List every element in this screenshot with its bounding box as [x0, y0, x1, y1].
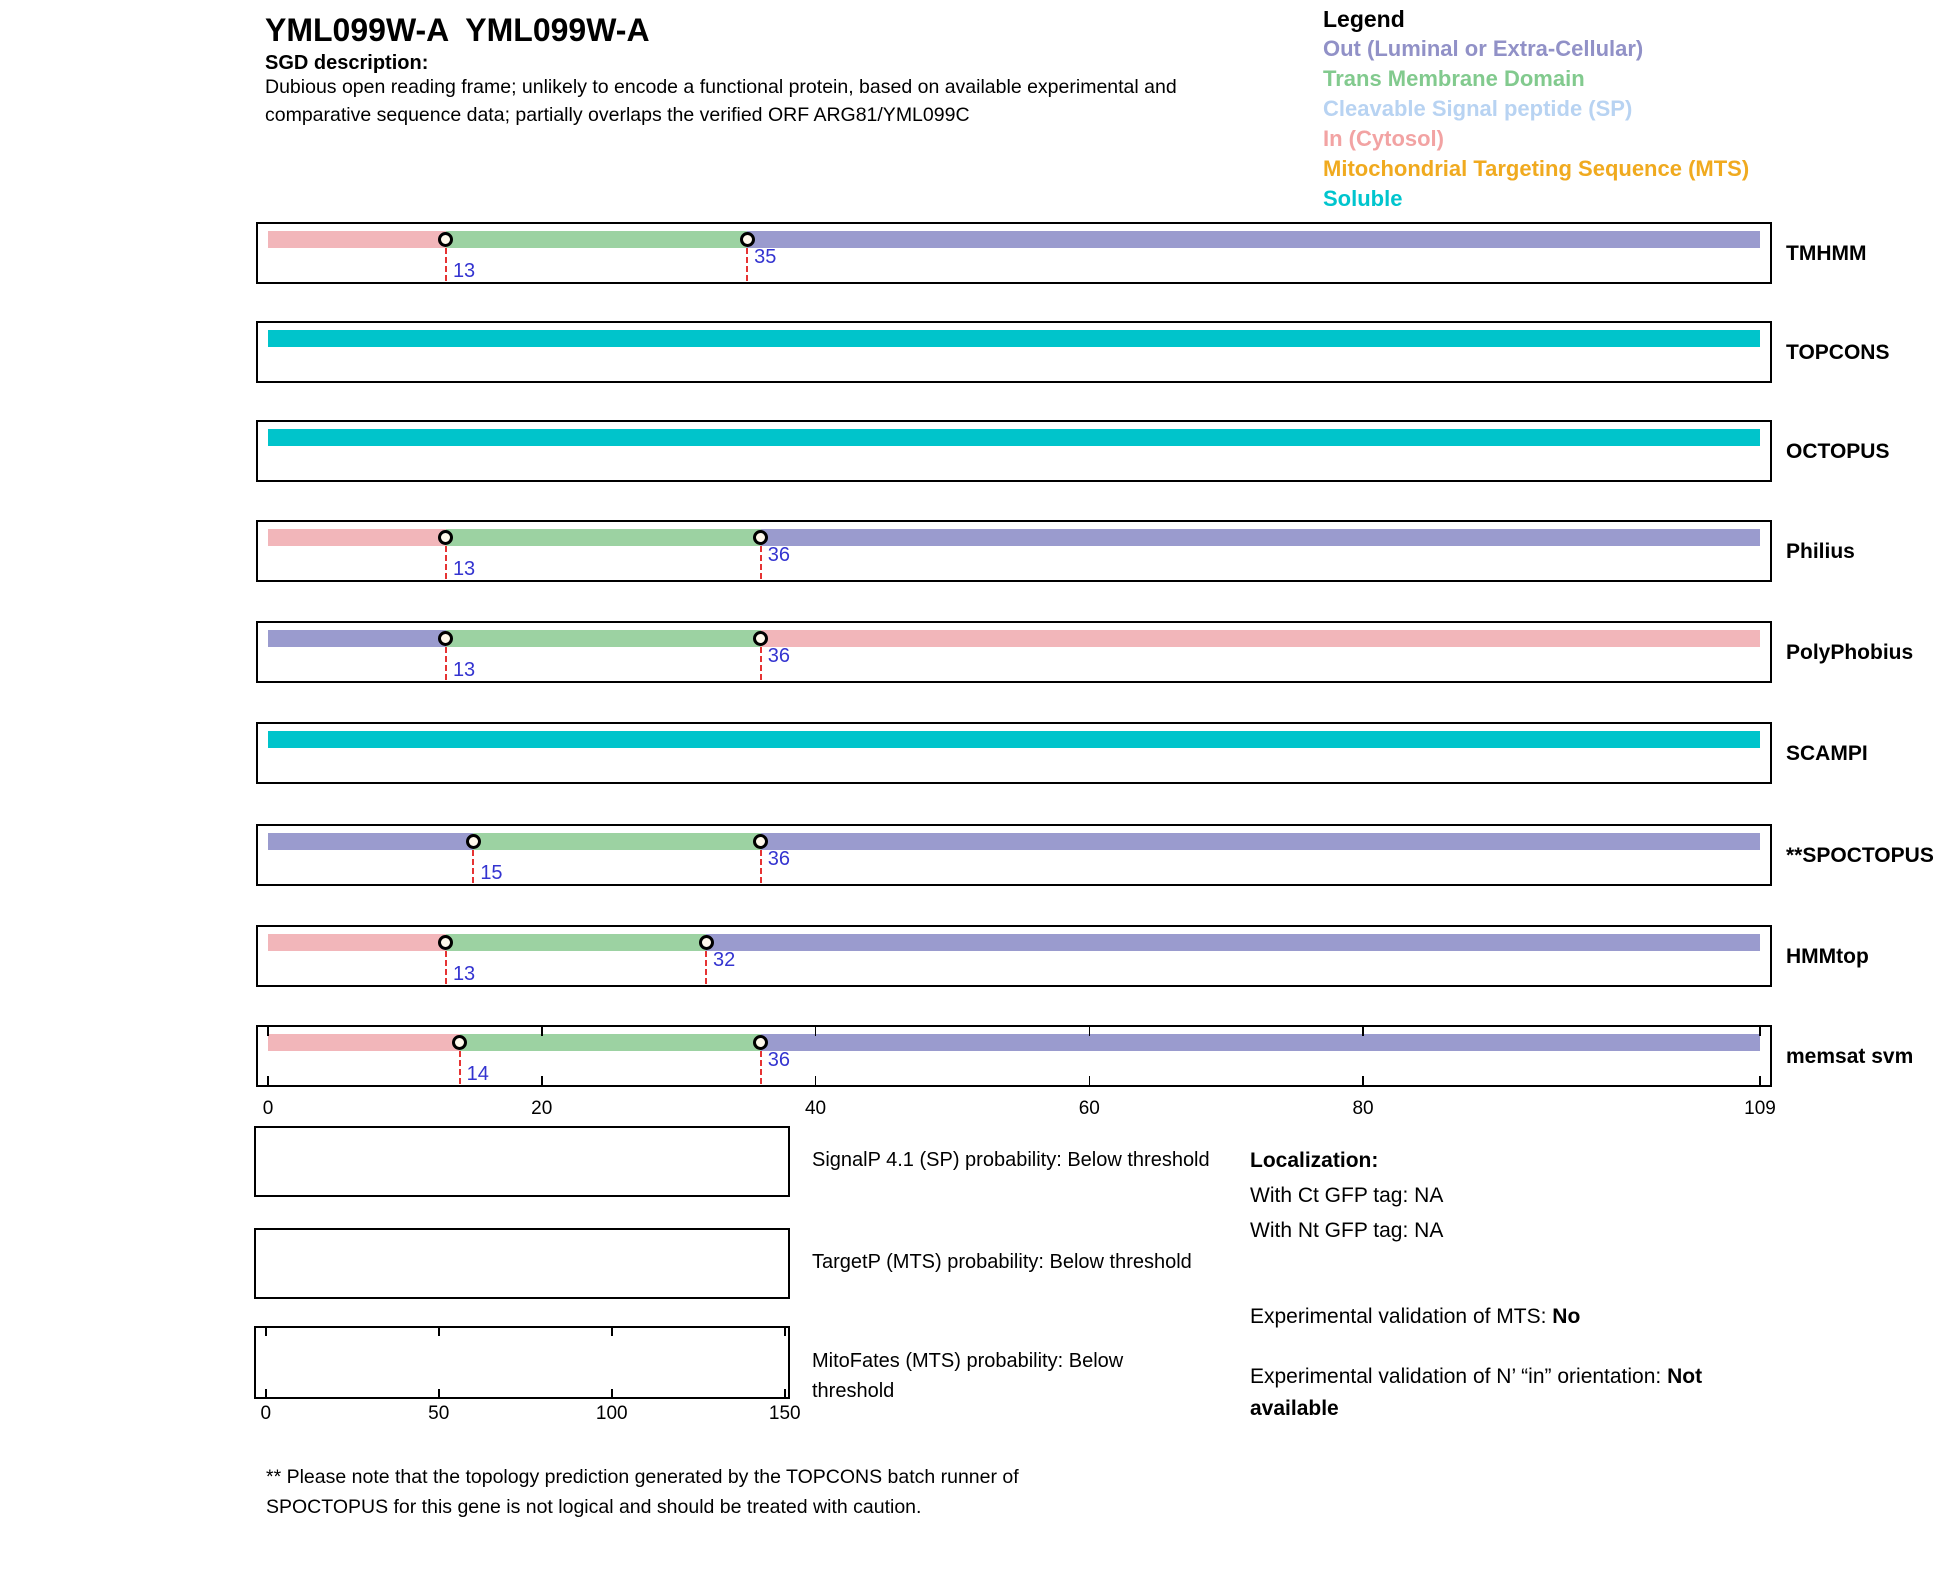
sgd-description-line: comparative sequence data; partially overlaps the verified ORF ARG81/YML099C	[265, 104, 970, 126]
track-segment-soluble	[268, 429, 1760, 446]
track-bar	[268, 529, 1760, 546]
transition-line	[760, 647, 762, 680]
axis-tick	[611, 1328, 613, 1336]
track-box	[256, 722, 1772, 784]
track-label: TOPCONS	[1786, 341, 1890, 364]
localization-title: Localization:	[1250, 1149, 1379, 1172]
track-segment-in	[761, 630, 1760, 647]
track-box	[256, 520, 1772, 582]
transition-value: 36	[767, 645, 791, 667]
axis-tick-label: 60	[1078, 1098, 1100, 1119]
axis-tick	[1089, 1027, 1091, 1036]
axis-tick	[784, 1389, 786, 1397]
track-segment-tm	[473, 833, 760, 850]
axis-tick	[815, 1027, 817, 1036]
transition-line	[705, 951, 707, 984]
track-segment-out	[747, 231, 1760, 248]
track-box	[256, 420, 1772, 482]
track-bar	[268, 330, 1760, 347]
transition-line	[472, 850, 474, 883]
axis-tick	[267, 1027, 269, 1036]
track-segment-in	[268, 1034, 460, 1051]
track-box	[256, 222, 1772, 284]
page-title: YML099W-A YML099W-A	[265, 12, 650, 48]
axis-tick-label: 109	[1744, 1098, 1776, 1119]
probability-caption: threshold	[812, 1380, 895, 1402]
transition-line	[445, 248, 447, 281]
track-segment-in	[268, 231, 446, 248]
probability-caption: SignalP 4.1 (SP) probability: Below threshold	[812, 1149, 1210, 1171]
track-segment-soluble	[268, 330, 1760, 347]
legend-item: Trans Membrane Domain	[1323, 66, 1585, 91]
transition-value: 36	[767, 848, 791, 870]
axis-tick	[265, 1389, 267, 1397]
orientation-validation-value-line2: available	[1250, 1397, 1339, 1420]
track-segment-in	[268, 529, 446, 546]
legend-item: Mitochondrial Targeting Sequence (MTS)	[1323, 156, 1750, 181]
transition-marker-icon	[466, 834, 481, 849]
transition-value: 35	[754, 246, 777, 268]
axis-tick-label: 0	[260, 1403, 272, 1424]
track-bar	[268, 630, 1760, 647]
transition-marker-icon	[740, 232, 755, 247]
track-bar	[268, 231, 1760, 248]
track-bar	[268, 429, 1760, 446]
axis-tick	[1362, 1027, 1364, 1036]
footnote-line: SPOCTOPUS for this gene is not logical and should be treated with caution.	[266, 1496, 922, 1518]
track-label: SCAMPI	[1786, 742, 1868, 765]
legend	[1323, 4, 1923, 214]
sgd-description-line: Dubious open reading frame; unlikely to encode a functional protein, based on available experimental and	[265, 76, 1177, 98]
transition-value: 13	[452, 260, 476, 282]
orientation-validation-line	[1250, 1365, 1702, 1389]
transition-value: 13	[452, 659, 476, 681]
track-segment-out	[706, 934, 1760, 951]
axis-tick	[438, 1328, 440, 1336]
localization-nt-gfp: With Nt GFP tag: NA	[1250, 1219, 1444, 1242]
axis-tick	[784, 1328, 786, 1336]
transition-line	[760, 546, 762, 579]
transition-value: 13	[452, 963, 476, 985]
legend-item: Cleavable Signal peptide (SP)	[1323, 96, 1633, 121]
axis-tick-label: 0	[262, 1098, 274, 1119]
transition-marker-icon	[699, 935, 714, 950]
footnote-line: ** Please note that the topology prediction generated by the TOPCONS batch runner of	[266, 1466, 1019, 1488]
axis-tick	[1089, 1076, 1091, 1085]
track-bar	[268, 1034, 1760, 1051]
transition-line	[760, 1051, 762, 1084]
legend-item: Soluble	[1323, 186, 1403, 211]
axis-tick	[267, 1076, 269, 1085]
mts-validation-label: Experimental validation of MTS:	[1250, 1305, 1553, 1328]
track-bar	[268, 731, 1760, 748]
transition-line	[445, 951, 447, 984]
orientation-validation-value: Not	[1667, 1365, 1703, 1388]
localization-ct-gfp: With Ct GFP tag: NA	[1250, 1184, 1444, 1207]
track-segment-out	[761, 1034, 1760, 1051]
legend-item: In (Cytosol)	[1323, 126, 1444, 151]
transition-line	[445, 647, 447, 680]
transition-line	[459, 1051, 461, 1084]
axis-tick	[438, 1389, 440, 1397]
transition-value: 36	[767, 544, 791, 566]
track-box	[256, 1025, 1772, 1087]
probability-plot-box	[254, 1228, 790, 1299]
axis-tick-label: 20	[531, 1098, 553, 1119]
legend-item: Out (Luminal or Extra-Cellular)	[1323, 36, 1644, 61]
track-label: memsat svm	[1786, 1045, 1914, 1068]
track-segment-out	[761, 833, 1760, 850]
axis-tick	[541, 1076, 543, 1085]
axis-tick	[1759, 1076, 1761, 1085]
track-label: Philius	[1786, 540, 1855, 563]
track-segment-tm	[446, 529, 761, 546]
axis-tick-label: 40	[804, 1098, 827, 1119]
track-segment-in	[268, 934, 446, 951]
track-segment-tm	[446, 630, 761, 647]
mts-validation-value: No	[1552, 1305, 1581, 1328]
axis-tick	[1759, 1027, 1761, 1036]
probability-caption: MitoFates (MTS) probability: Below	[812, 1350, 1124, 1372]
orientation-validation-label: Experimental validation of N’ “in” orientation:	[1250, 1365, 1668, 1388]
transition-line	[760, 850, 762, 883]
transition-value: 14	[466, 1063, 489, 1085]
transition-line	[746, 248, 748, 281]
axis-tick	[815, 1076, 817, 1085]
axis-tick-label: 150	[768, 1403, 801, 1424]
track-bar	[268, 833, 1760, 850]
track-box	[256, 824, 1772, 886]
sgd-description-label: SGD description:	[265, 52, 429, 74]
mts-validation-line	[1250, 1305, 1580, 1329]
track-segment-tm	[446, 231, 747, 248]
transition-value: 32	[713, 949, 736, 971]
transition-line	[445, 546, 447, 579]
track-box	[256, 925, 1772, 987]
track-label: PolyPhobius	[1786, 641, 1914, 664]
track-segment-out	[268, 630, 446, 647]
track-box	[256, 621, 1772, 683]
track-segment-out	[761, 529, 1760, 546]
track-label: OCTOPUS	[1786, 440, 1890, 463]
track-label: **SPOCTOPUS	[1786, 844, 1934, 867]
track-segment-tm	[460, 1034, 761, 1051]
axis-tick-label: 80	[1352, 1098, 1374, 1119]
track-bar	[268, 934, 1760, 951]
axis-tick	[541, 1027, 543, 1036]
track-label: TMHMM	[1786, 242, 1867, 265]
probability-plot-box	[254, 1126, 790, 1197]
track-label: HMMtop	[1786, 945, 1869, 968]
transition-value: 15	[480, 862, 503, 884]
axis-tick-label: 100	[595, 1403, 628, 1424]
axis-tick	[265, 1328, 267, 1336]
track-box	[256, 321, 1772, 383]
track-segment-out	[268, 833, 473, 850]
track-segment-soluble	[268, 731, 1760, 748]
legend-title: Legend	[1323, 6, 1405, 32]
axis-tick-label: 50	[428, 1403, 450, 1424]
transition-value: 36	[767, 1049, 791, 1071]
axis-tick	[1362, 1076, 1364, 1085]
probability-plot-box	[254, 1326, 790, 1399]
probability-caption: TargetP (MTS) probability: Below threshold	[812, 1251, 1192, 1273]
transition-value: 13	[452, 558, 476, 580]
track-segment-tm	[446, 934, 706, 951]
axis-tick	[611, 1389, 613, 1397]
